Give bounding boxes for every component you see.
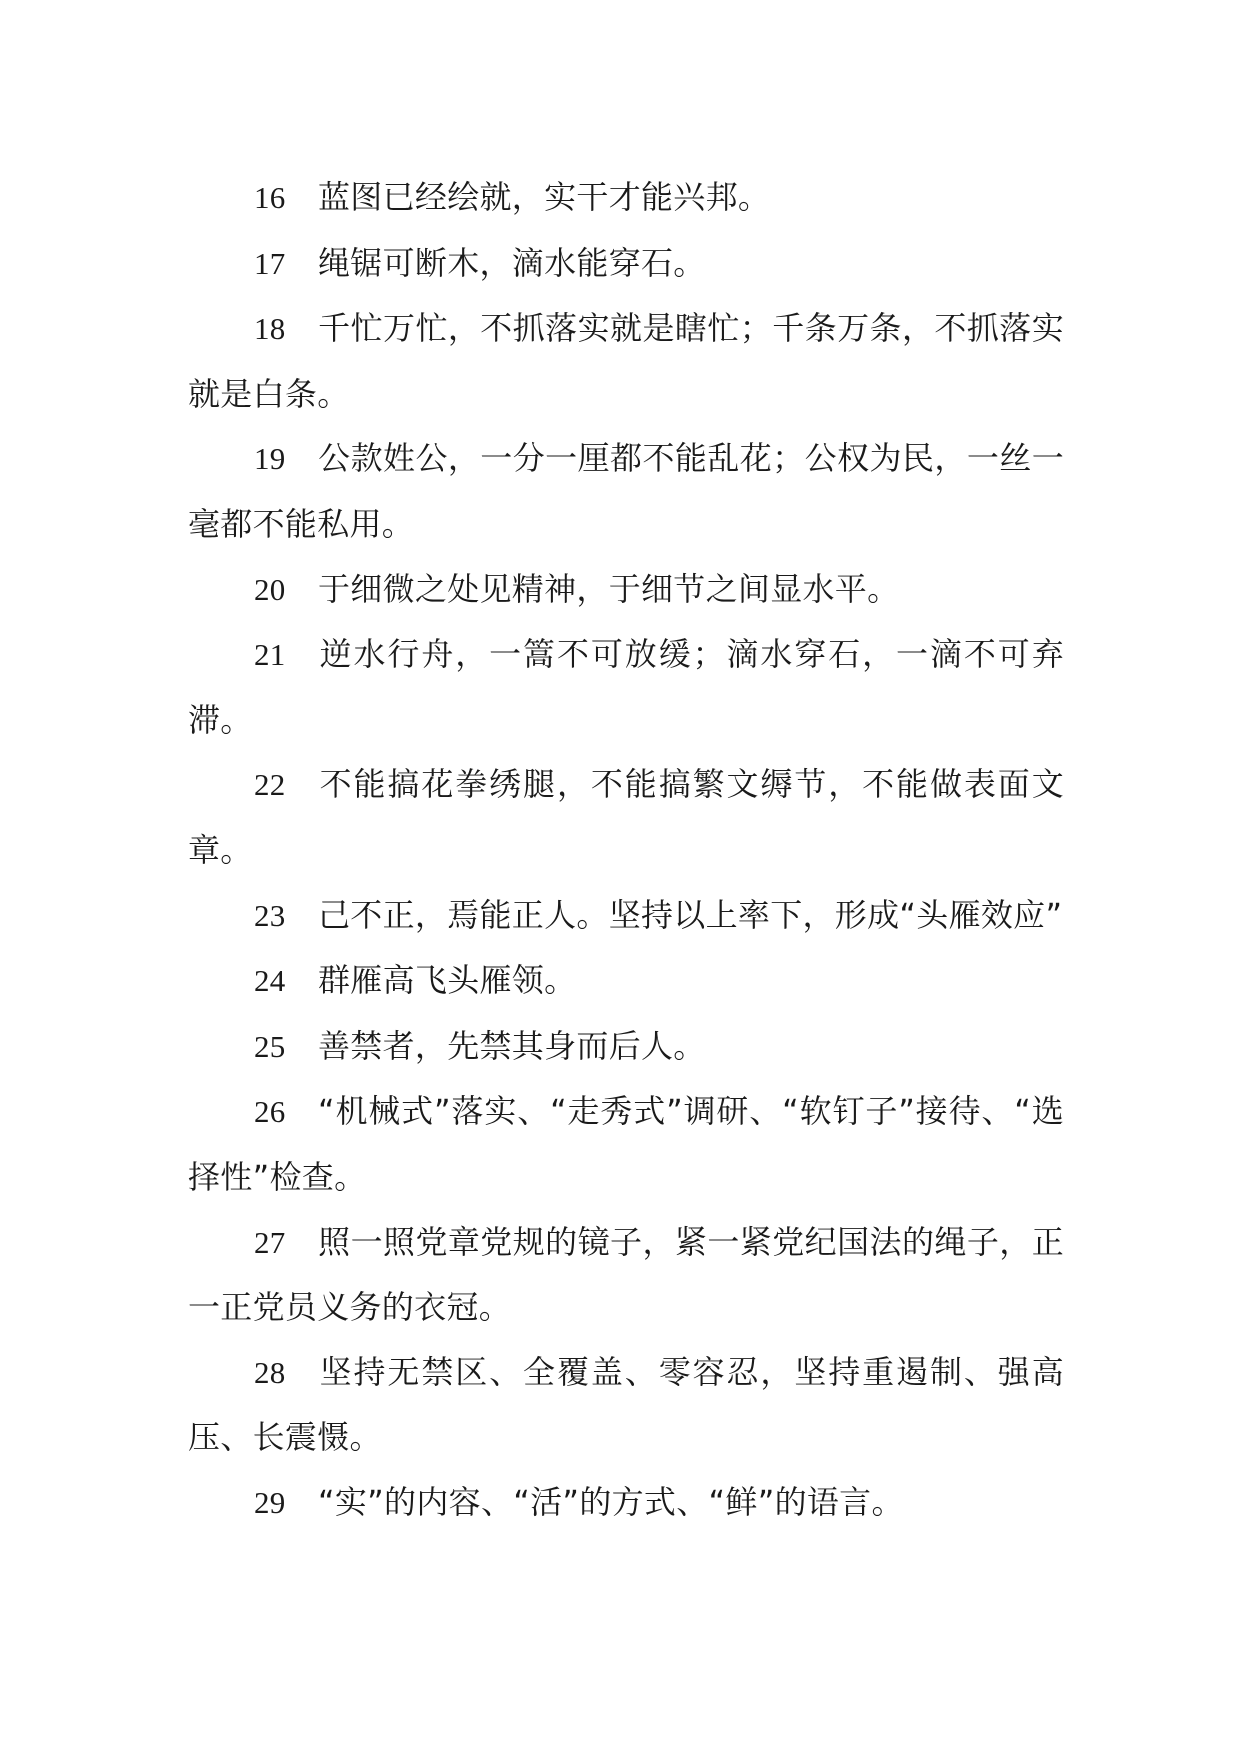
list-item-18 [188, 296, 1064, 426]
item-number: 27 [254, 1224, 286, 1260]
item-text: 善禁者，先禁其身而后人。 [318, 1026, 706, 1065]
item-text: 坚持无禁区、全覆盖、零容忍，坚持重遏制、强高压、长震慑。 [188, 1352, 1064, 1457]
list-item-23 [188, 883, 1064, 949]
item-number: 24 [254, 963, 286, 999]
list-item-16 [188, 165, 1064, 231]
list-item-17 [188, 231, 1064, 297]
item-text: 群雁高飞头雁领。 [318, 961, 577, 1000]
item-number: 29 [254, 1484, 286, 1520]
item-text: 蓝图已经绘就，实干才能兴邦。 [318, 178, 771, 216]
item-text: 不能搞花拳绣腿，不能搞繁文缛节，不能做表面文章。 [188, 765, 1064, 869]
item-number: 21 [254, 637, 286, 673]
list-item-27 [188, 1210, 1064, 1340]
list-item-22 [188, 752, 1064, 882]
item-number: 19 [254, 441, 286, 477]
item-number: 20 [254, 571, 286, 607]
item-number: 17 [254, 245, 286, 281]
list-item-25 [188, 1014, 1064, 1080]
item-text: 公款姓公，一分一厘都不能乱花；公权为民，一丝一毫都不能私用。 [188, 439, 1064, 543]
item-text: 绳锯可断木，滴水能穿石。 [318, 243, 706, 282]
list-item-26 [188, 1079, 1064, 1209]
item-number: 16 [254, 180, 286, 215]
item-text: “机械式”落实、“走秀式”调研、“软钉子”接待、“选择性”检查。 [188, 1092, 1064, 1196]
item-number: 18 [254, 311, 286, 347]
list-item-20 [188, 557, 1064, 623]
item-text: 千忙万忙，不抓落实就是瞎忙；千条万条，不抓落实就是白条。 [188, 309, 1064, 413]
list-item-24 [188, 948, 1064, 1014]
list-item-19 [188, 426, 1064, 556]
item-number: 23 [254, 897, 286, 933]
item-text: 己不正，焉能正人。坚持以上率下，形成“头雁效应” [318, 895, 1063, 934]
item-text: 照一照党章党规的镜子，紧一紧党纪国法的绳子，正一正党员义务的衣冠。 [188, 1222, 1064, 1327]
item-text: 于细微之处见精神，于细节之间显水平。 [318, 569, 900, 608]
list-item-29 [188, 1470, 1064, 1536]
document-body [188, 165, 1064, 1535]
item-number: 25 [254, 1028, 286, 1064]
item-text: “实”的内容、“活”的方式、“鲜”的语言。 [318, 1482, 904, 1521]
item-number: 22 [254, 767, 286, 803]
item-text: 逆水行舟，一篙不可放缓；滴水穿石，一滴不可弃滞。 [188, 635, 1064, 739]
item-number: 28 [254, 1354, 286, 1390]
list-item-28 [188, 1340, 1064, 1470]
item-number: 26 [254, 1094, 286, 1130]
list-item-21 [188, 622, 1064, 752]
